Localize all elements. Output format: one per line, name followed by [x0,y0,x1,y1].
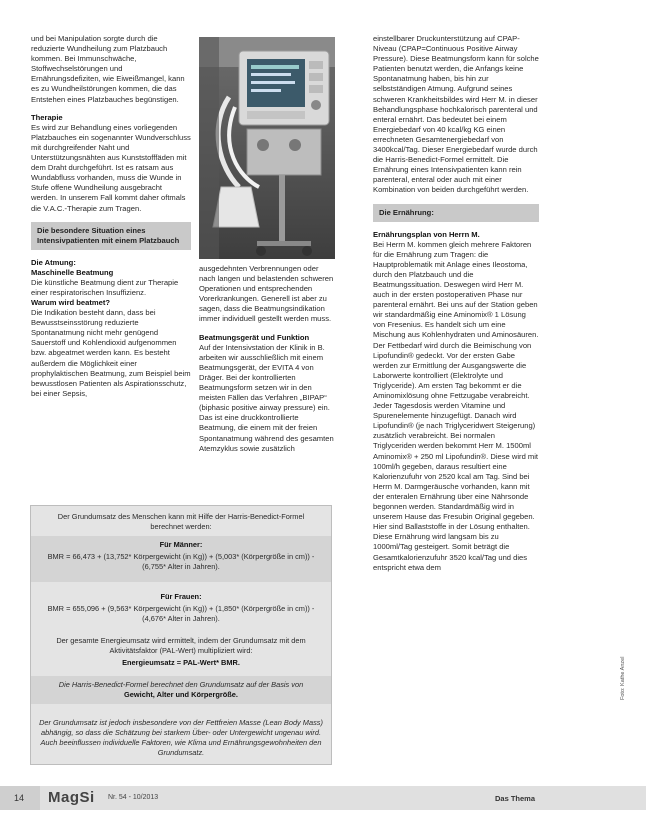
page-number: 14 [14,793,25,803]
ventilator-photo [199,37,335,259]
section-name: Das Thema [495,794,536,803]
intro-paragraph: und bei Manipulation sorgte durch die reduzierte Wundheilung zum Platzbauch kommen. Bei Immunschwäche, Stoffwechselstörungen und Ernährungsdefiziten, wie Eiweißmangel, kann es zu Wundheilstörungen kommen, die das Entstehen eines Platzbauches begünstigen. [31,34,185,104]
note-1-bold: Gewicht, Alter und Körpergröße. [124,690,238,699]
formula-intro: Der Grundumsatz des Menschen kann mit Hilfe der Harris-Benedict-Formel berechnet werden: [57,512,305,531]
plan-heading: Ernährungsplan von Herrn M. [373,229,480,239]
ventilator-illustration [199,37,335,259]
breathing-paragraph: Die künstliche Beatmung dient zur Therapie einer respiratorischen Insuffizienz. [31,277,179,297]
column-2 [199,264,335,454]
nutrition-box-title: Die Ernährung: [379,207,434,217]
why-heading: Warum wird beatmet? [31,297,111,307]
photo-credit: Foto: Kathe Anzel [620,656,626,700]
men-formula: BMR = 66,473 + (13,752* Körpergewicht (in Kg)) + (5,003* (Körpergröße in cm)) - (6,755* Alter in Jahren). [47,552,315,571]
column-1 [31,34,191,399]
section-box-intensive-patient [31,222,191,250]
column-3-paragraph: einstellbarer Druckunterstützung auf CPAP-Niveau (CPAP=Continuous Positive Airway Pressure). Diese Beatmungsform kann für solche Patienten benutzt werden, die Anfangs keine Spontanatmung haben, bis hin zur selbstständigen Atmung. Aufgrund seines schweren Krankheitsbildes wird Herr M. in dieser Behandlungsphase hochkalorisch parenteral und enteral ernährt. Das bedeutet bei einem Energiebedarf von 40 kcal/kg KG einen errechneten Gesamtenergiebedarf von 3400kcal/Tag. Dieser Energiebedarf wurde durch die Harris-Benedict-Formel ermittelt. Die Ernährung eines Intensivpatienten kann rein parenteral, enteral oder auch mit einer Kombination von beiden durchgeführt werden. [373,34,539,195]
total-text: Der gesamte Energieumsatz wird ermittelt, indem der Grundumsatz mit dem Aktivitätsfaktor (PAL-Wert) multipliziert wird: [56,636,306,655]
device-paragraph: Auf der Intensivstation der Klinik in B. arbeiten wir ausschließlich mit einem Beatmungsgerät, der EVITA 4 von Dräger. Bei der kontrollierten Beatmungsform setzen wir in den meisten Fällen das Verfahren „BIPAP“ (biphasic positive airway pressure) ein. Das ist eine druckkontrollierte Beatmung, die einem mit der freien Spontanatmung während des gesamten Atemzyklus sowie zusätzlich [199,342,334,453]
column-3 [373,34,539,573]
footer-band [0,786,646,810]
harris-benedict-box [30,505,332,765]
men-title: Für Männer: [159,540,203,549]
why-paragraph: Die Indikation besteht dann, dass bei Bewusstseinsstörung reduzierte Spontanatmung nicht mehr genügend Sauerstoff und Kohlendioxid aufgenommen bzw. abgeatmet werden kann. Es besteht außerdem die Möglichkeit einer prophylaktischen Beatmung, zum Beispiel beim bewusstlosen Patienten als Aspirationsschutz, bei einer Sepsis, [31,308,191,398]
magazine-logo: MagSi [48,789,95,806]
therapy-paragraph: Es wird zur Behandlung eines vorliegenden Platzbauches ein sogenannter Wundverschluss mit durchgreifender Naht und Unterstützungsnähten aus Kunststofffäden mit dem Draht durchgeführt. Ist es ratsam aus Wundabfluss vorhanden, muss die Wunde in Stufe offene Wundheilung ausgebracht werden. In unserem Fall kommt daher oftmals die V.A.C.-Therapie zum Tragen. [31,122,191,213]
women-formula: BMR = 655,096 + (9,563* Körpergewicht (in Kg)) + (1,850* (Körpergröße in cm)) - (4,676* Alter in Jahren). [47,604,315,623]
plan-paragraph: Bei Herrn M. kommen gleich mehrere Faktoren für die Ernährung zum Tragen: die Hauptproblematik mit Anlage eines Ileostoma, durch den Platzbauch und die Beatmungssituation. Deswegen wird Herr M. auch in der ersten postoperativen Phase nur parenteral ernährt. Bei uns auf der Station geben wir standardmäßig eine Aminomix® 1 Lösung von Fresenius. Es handelt sich um eine Mischung aus Kohlenhydraten und Aminosäuren. Der Fettbedarf wird durch die Beimischung von Lipofundin® gedeckt. Vor der ersten Gabe werden zur Ermittlung der Ausgangswerte die Laborwerte kontrolliert (Elektrolyte und Triglyceride). Am ersten Tag bekommt er die Aminomixlösung ohne Fettzugabe verabreicht. Jeder Tagesdosis werden Vitamine und Spurenelemente hinzugefügt. Danach wird Lipofundin® (je nach Triglyceridwert Steigerung) zusätzlich verabreicht. Bei normalen Triglyceriden werden bekommt Herr M. 1500ml Aminomix® + 250 ml Lipofundin®. Diese wird mit 100ml/h gegeben, daraus resultiert eine Kalorienzufuhr von 2520 kcal am Tag. Sind bei Herrn M. Darmgeräusche vorhanden, kann mit der enteralen Ernährung über eine Nährsonde begonnen werden. Standardmäßig wird in unserem Hause das Fresubin Original gegeben. Hier sind Ballaststoffe in der Lösung enthalten. Diese Ernährung wird langsam bis zu 1000ml/Tag gesteigert. Somit beträgt die Gesamtkalorienzufuhr 3520 kcal/Tag und dies entspricht etwa dem [373,239,539,572]
section-box-title: Die besondere Situation eines Intensivpatienten mit einem Platzbauch [37,225,180,245]
note-2: Der Grundumsatz ist jedoch insbesondere von der Fettfreien Masse (Lean Body Mass) abhängig, so dass die Schätzung bei starkem Über- oder Untergewicht ungenau wird. Auch beeinflussen individuelle Faktoren, wie Klima und Ernährungsgewohnheiten den Grundumsatz. [39,718,323,757]
women-title: Für Frauen: [160,592,202,601]
total-formula: Energieumsatz = PAL-Wert* BMR. [122,658,240,667]
page-footer [0,780,646,820]
breathing-heading: Die Atmung: Maschinelle Beatmung [31,257,114,277]
device-heading: Beatmungsgerät und Funktion [199,332,310,342]
note-1: Die Harris-Benedict-Formel berechnet den Grundumsatz auf der Basis von [58,680,304,689]
column-2-paragraph: ausgedehnten Verbrennungen oder nach langen und belastenden schweren Operationen und entsprechenden Vorerkrankungen. Generell ist aber zu sagen, dass die Beatmungsindikation immer individuell gestellt werden muss. [199,264,334,324]
therapy-heading: Therapie [31,112,63,122]
section-box-nutrition [373,204,539,222]
issue-number: Nr. 54 - 10/2013 [108,794,159,801]
